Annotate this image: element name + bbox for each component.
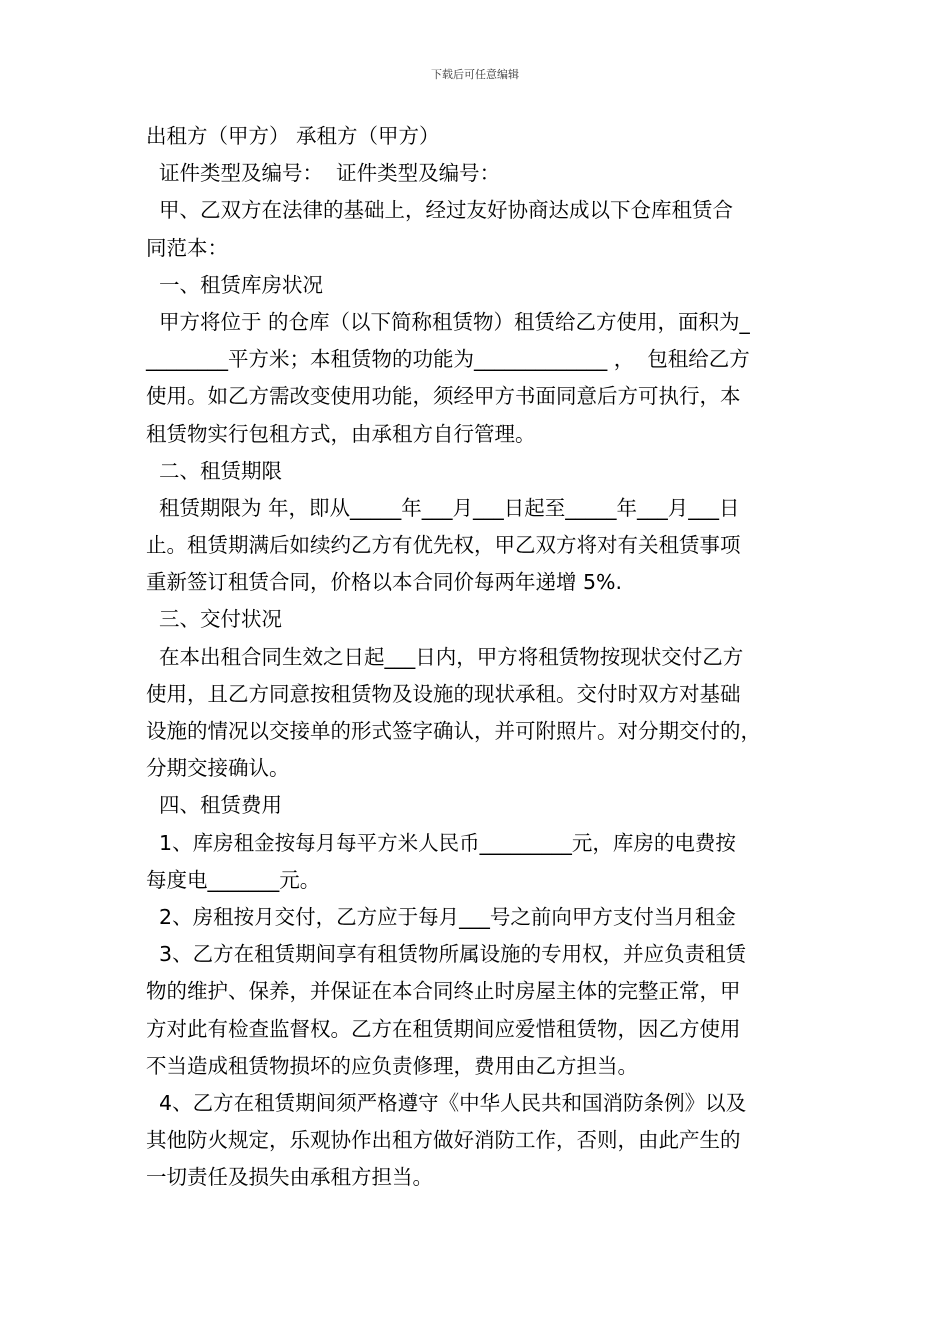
text-line: 租赁物实行包租方式，由承租方自行管理。 (146, 421, 536, 446)
text-line: 重新签订租赁合同，价格以本合同价每两年递增 5%. (146, 570, 623, 595)
text-line: ________平方米；本租赁物的功能为_____________ ， 包租给乙方 (146, 347, 750, 372)
text-line: 证件类型及编号： 证件类型及编号： (146, 161, 501, 186)
section-heading: 二、租赁期限 (146, 458, 283, 483)
text-line: 设施的情况以交接单的形式签字确认，并可附照片。对分期交付的， (146, 719, 761, 743)
text-line: 出租方（甲方） 承租方（甲方） (146, 124, 440, 148)
text-line: 止。租赁期满后如续约乙方有优先权，甲乙双方将对有关租赁事项 (146, 533, 741, 558)
text-line: 使用。如乙方需改变使用功能，须经甲方书面同意后方可执行，本 (146, 384, 741, 409)
section-heading: 四、租赁费用 (146, 793, 283, 818)
text-line: 在本出租合同生效之日起___日内，甲方将租赁物按现状交付乙方 (146, 644, 744, 669)
text-line: 3、乙方在租赁期间享有租赁物所属设施的专用权，并应负责租赁 (146, 942, 747, 967)
text-line: 方对此有检查监督权。乙方在租赁期间应爱惜租赁物，因乙方使用 (146, 1016, 741, 1041)
text-line: 物的维护、保养，并保证在本合同终止时房屋主体的完整正常，甲 (146, 979, 741, 1004)
section-heading: 一、租赁库房状况 (146, 272, 324, 297)
text-line: 不当造成租赁物损坏的应负责修理，费用由乙方担当。 (146, 1053, 638, 1078)
text-line: 甲方将位于 的仓库（以下简称租赁物）租赁给乙方使用，面积为_ (146, 309, 750, 334)
document-body (146, 118, 826, 1196)
text-line: 使用，且乙方同意按租赁物及设施的现状承租。交付时双方对基础 (146, 681, 741, 706)
text-line: 一切责任及损失由承租方担当。 (146, 1165, 433, 1190)
text-line: 甲、乙双方在法律的基础上，经过友好协商达成以下仓库租赁合 (146, 198, 734, 223)
text-line: 2、房租按月交付，乙方应于每月___号之前向甲方支付当月租金 (146, 904, 736, 929)
text-line: 同范本： (146, 235, 228, 260)
text-line: 1、库房租金按每月每平方米人民币_________元，库房的电费按 (146, 830, 736, 855)
text-line: 租赁期限为 年，即从_____年___月___日起至_____年___月___日 (146, 495, 740, 520)
section-heading: 三、交付状况 (146, 607, 283, 632)
page-header: 下载后可任意编辑 (431, 68, 519, 81)
text-line: 每度电_______元。 (146, 867, 321, 892)
text-line: 分期交接确认。 (146, 756, 290, 781)
text-line: 4、乙方在租赁期间须严格遵守《中华人民共和国消防条例》以及 (146, 1090, 747, 1115)
text-line: 其他防火规定，乐观协作出租方做好消防工作，否则，由此产生的 (146, 1128, 741, 1153)
